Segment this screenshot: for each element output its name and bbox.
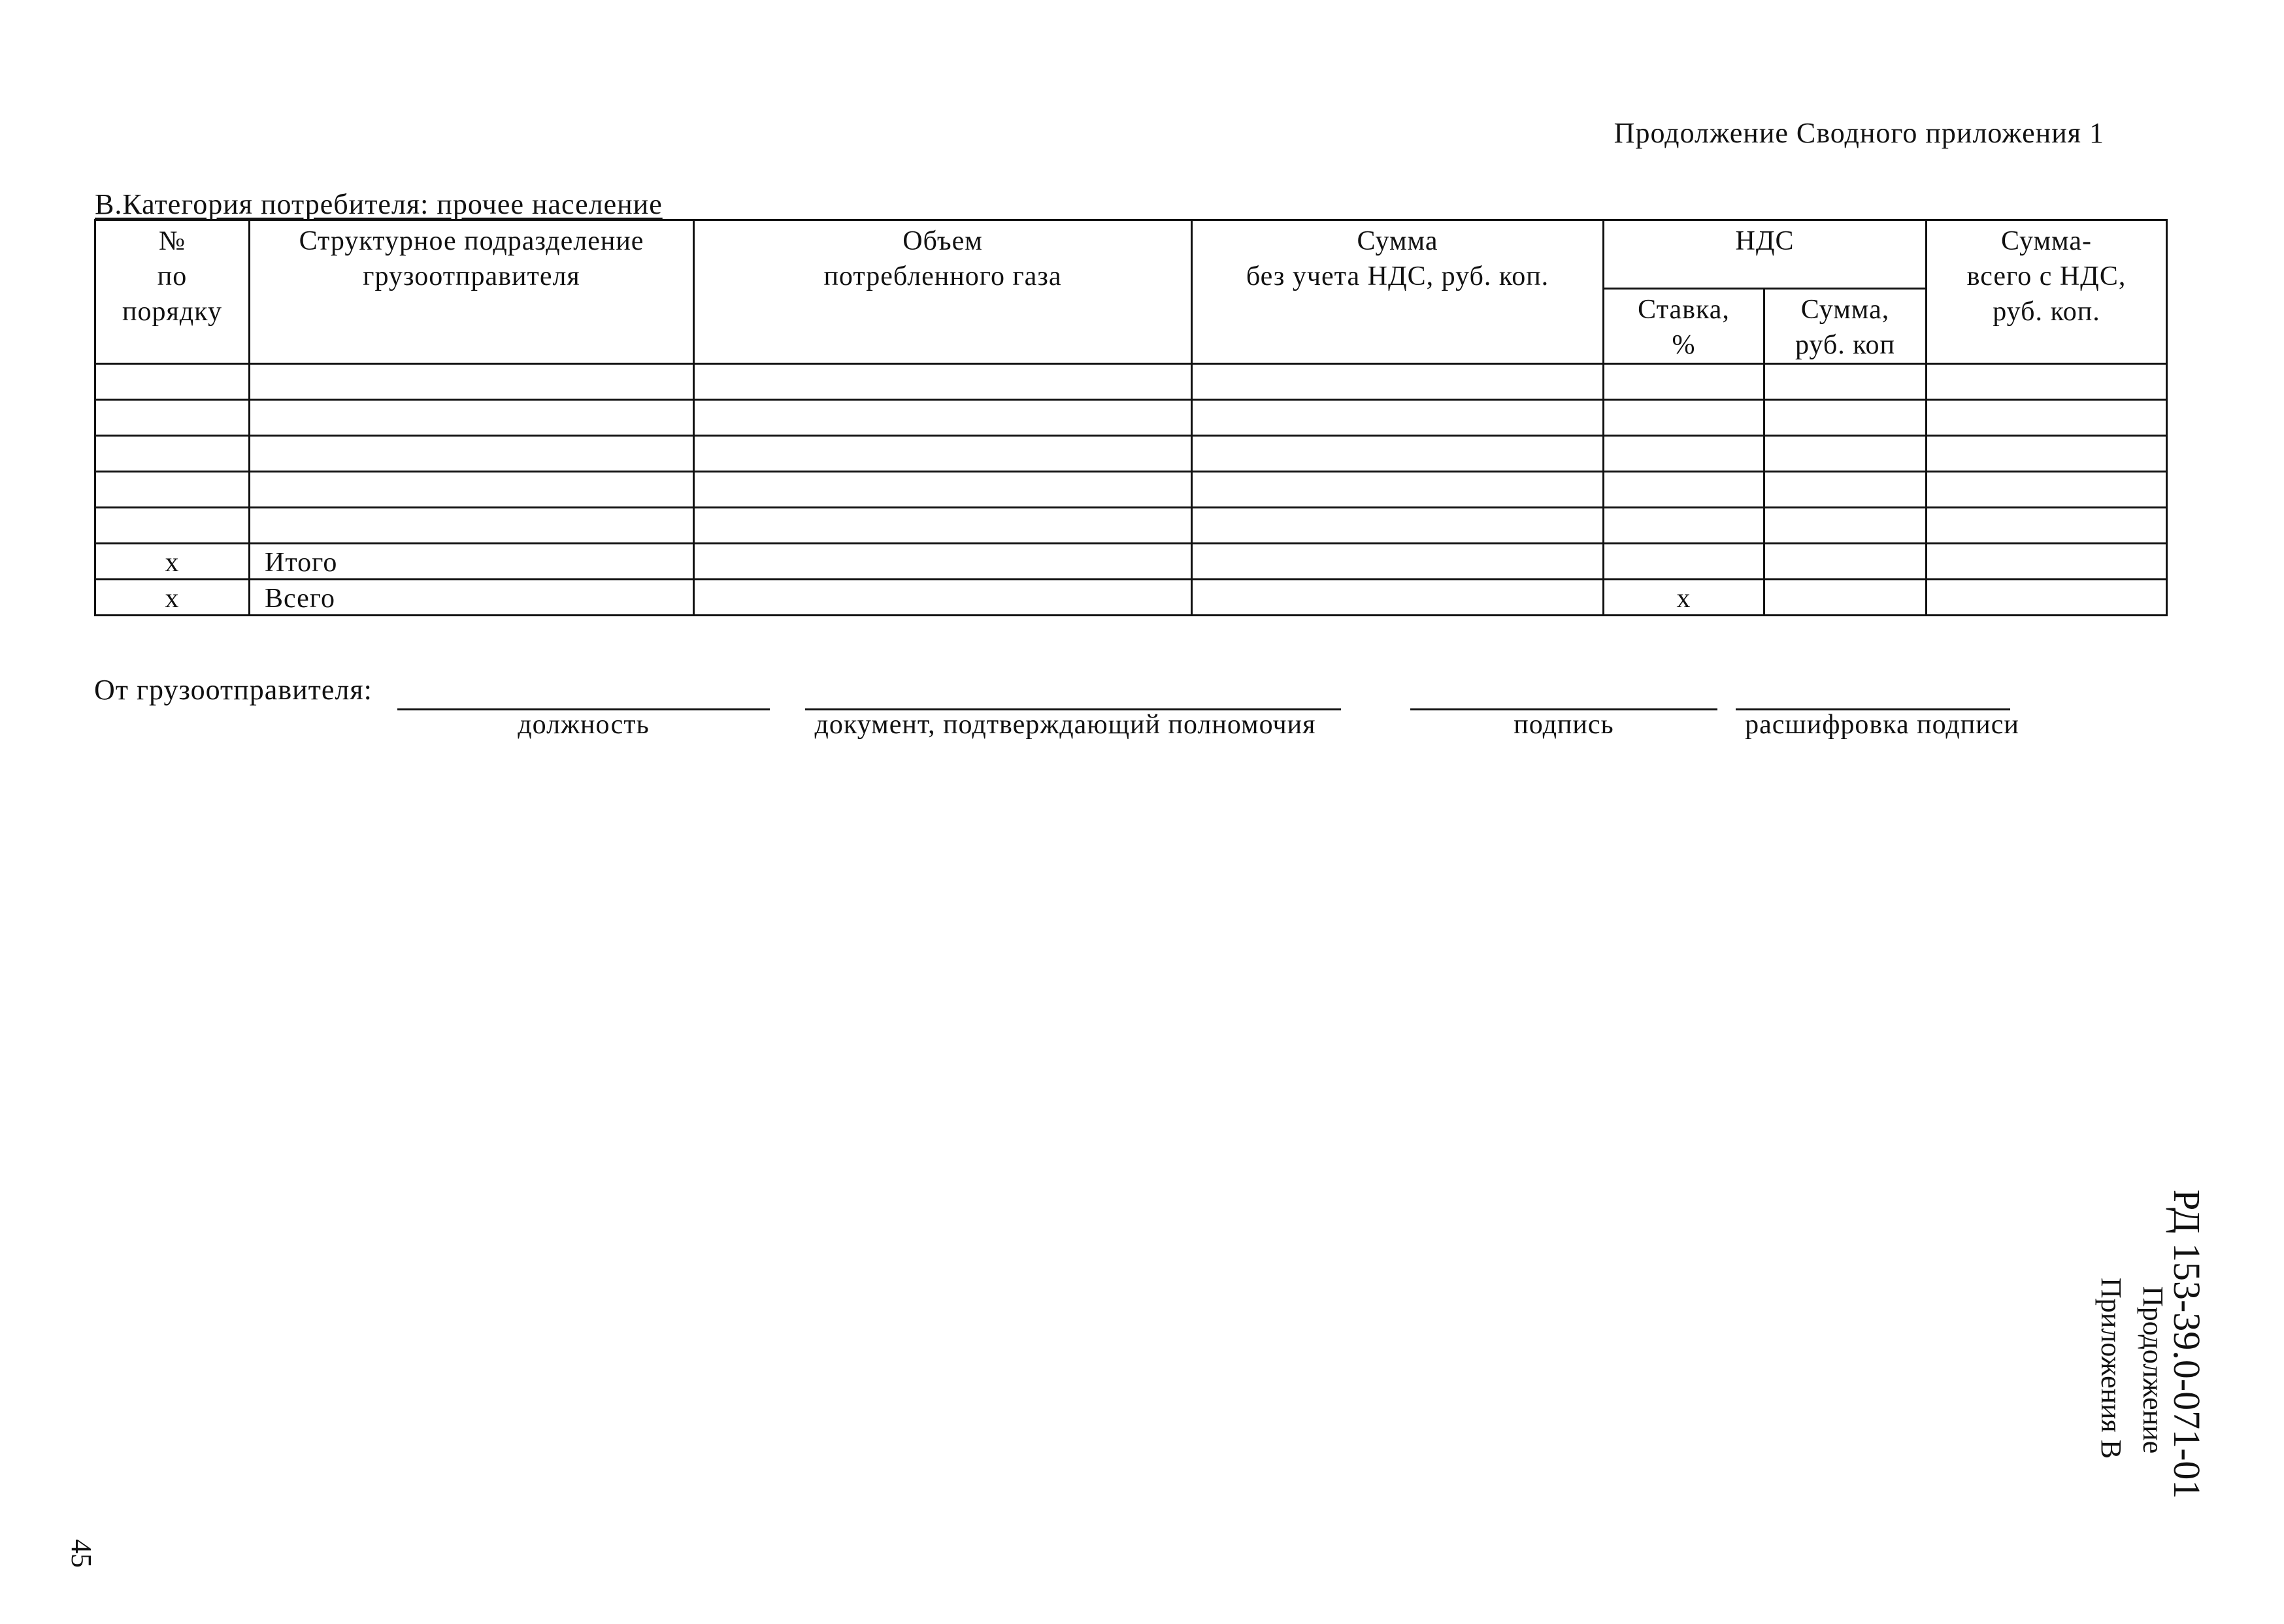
table-cell xyxy=(1927,508,2167,544)
header-total-line3: руб. коп. xyxy=(1993,297,2100,327)
header-total-line1: Сумма- xyxy=(2001,226,2092,256)
table-cell xyxy=(1604,472,1764,508)
header-number-line2: по xyxy=(157,261,188,291)
table-cell xyxy=(1192,544,1604,580)
header-total-line2: всего с НДС, xyxy=(1966,261,2127,291)
header-vat-sum-line1: Сумма, xyxy=(1800,295,1890,325)
document-code: РД 153-39.0-071-01 xyxy=(2166,1189,2208,1499)
header-division-line1: Структурное подразделение xyxy=(299,226,644,256)
total-row xyxy=(95,580,2167,616)
shipper-signature-label: От грузоотправителя: xyxy=(94,674,372,706)
table-cell xyxy=(1192,472,1604,508)
table-cell xyxy=(694,364,1192,400)
header-volume-line1: Объем xyxy=(902,226,983,256)
table-cell xyxy=(1764,436,1927,472)
header-division-line2: грузоотправителя xyxy=(363,261,580,291)
total-number-cell: х xyxy=(95,580,250,616)
table-cell xyxy=(694,400,1192,436)
table-cell xyxy=(1927,544,2167,580)
table-row xyxy=(95,364,2167,400)
table-cell xyxy=(1927,400,2167,436)
header-volume-line2: потребленного газа xyxy=(823,261,1062,291)
table-cell xyxy=(1192,508,1604,544)
subtotal-row xyxy=(95,544,2167,580)
table-cell xyxy=(694,436,1192,472)
header-vat-rate xyxy=(1604,289,1764,364)
header-rate-line2: % xyxy=(1672,330,1696,360)
header-number-line1: № xyxy=(158,226,186,256)
authority-caption: документ, подтверждающий полномочия xyxy=(814,710,1316,740)
table-cell xyxy=(95,400,250,436)
header-vat-sum-line2: руб. коп xyxy=(1795,330,1895,360)
table-cell xyxy=(95,472,250,508)
table-cell xyxy=(694,472,1192,508)
table-cell xyxy=(1604,400,1764,436)
table-cell xyxy=(1764,400,1927,436)
table-cell xyxy=(1764,580,1927,616)
table-cell xyxy=(694,508,1192,544)
table-cell xyxy=(1192,400,1604,436)
table-cell xyxy=(250,364,694,400)
header-vat-sum xyxy=(1764,289,1927,364)
subtotal-number-cell: х xyxy=(95,544,250,580)
table-row xyxy=(95,472,2167,508)
signature-caption: подпись xyxy=(1514,710,1614,740)
header-sum-line2: без учета НДС, руб. коп. xyxy=(1246,261,1549,291)
header-sum-line1: Сумма xyxy=(1357,226,1438,256)
header-rate-line1: Ставка, xyxy=(1638,295,1730,325)
decode-caption: расшифровка подписи xyxy=(1745,710,2019,740)
table-row xyxy=(95,436,2167,472)
table-cell xyxy=(1927,436,2167,472)
table-cell xyxy=(1604,436,1764,472)
header-division xyxy=(250,220,694,364)
total-label: Всего xyxy=(250,580,694,616)
side-continuation: Продолжение xyxy=(2137,1286,2169,1454)
table-cell xyxy=(1927,472,2167,508)
header-vat-label: НДС xyxy=(1735,226,1795,256)
header-volume xyxy=(694,220,1192,364)
table-cell xyxy=(1764,544,1927,580)
table-cell xyxy=(1192,436,1604,472)
table-cell xyxy=(95,364,250,400)
table-cell xyxy=(250,400,694,436)
total-rate-cell: х xyxy=(1604,580,1764,616)
header-total-with-vat xyxy=(1927,220,2167,364)
table-cell xyxy=(1764,508,1927,544)
table-cell xyxy=(95,436,250,472)
subtotal-rate-cell xyxy=(1604,544,1764,580)
table-cell xyxy=(1192,580,1604,616)
header-number xyxy=(95,220,250,364)
header-sum-without-vat xyxy=(1192,220,1604,364)
gas-consumption-table xyxy=(94,219,2168,616)
table-cell xyxy=(1764,472,1927,508)
table-cell xyxy=(1604,508,1764,544)
table-cell xyxy=(1927,580,2167,616)
table-cell xyxy=(1604,364,1764,400)
table-cell xyxy=(250,472,694,508)
table-header-row xyxy=(95,220,2167,289)
table-cell xyxy=(694,580,1192,616)
consumer-category-title: В.Категория потребителя: прочее население xyxy=(95,188,663,220)
table-row xyxy=(95,508,2167,544)
header-vat xyxy=(1604,220,1927,289)
subtotal-label: Итого xyxy=(250,544,694,580)
header-number-line3: порядку xyxy=(122,297,222,327)
table-cell xyxy=(1927,364,2167,400)
side-appendix: Приложения В xyxy=(2095,1278,2127,1459)
table-cell xyxy=(1764,364,1927,400)
table-cell xyxy=(250,436,694,472)
table-row xyxy=(95,400,2167,436)
table-cell xyxy=(694,544,1192,580)
continuation-heading: Продолжение Сводного приложения 1 xyxy=(1614,117,2104,149)
page-number: 45 xyxy=(65,1539,97,1568)
position-caption: должность xyxy=(518,710,650,740)
table-cell xyxy=(250,508,694,544)
table-cell xyxy=(1192,364,1604,400)
table-cell xyxy=(95,508,250,544)
